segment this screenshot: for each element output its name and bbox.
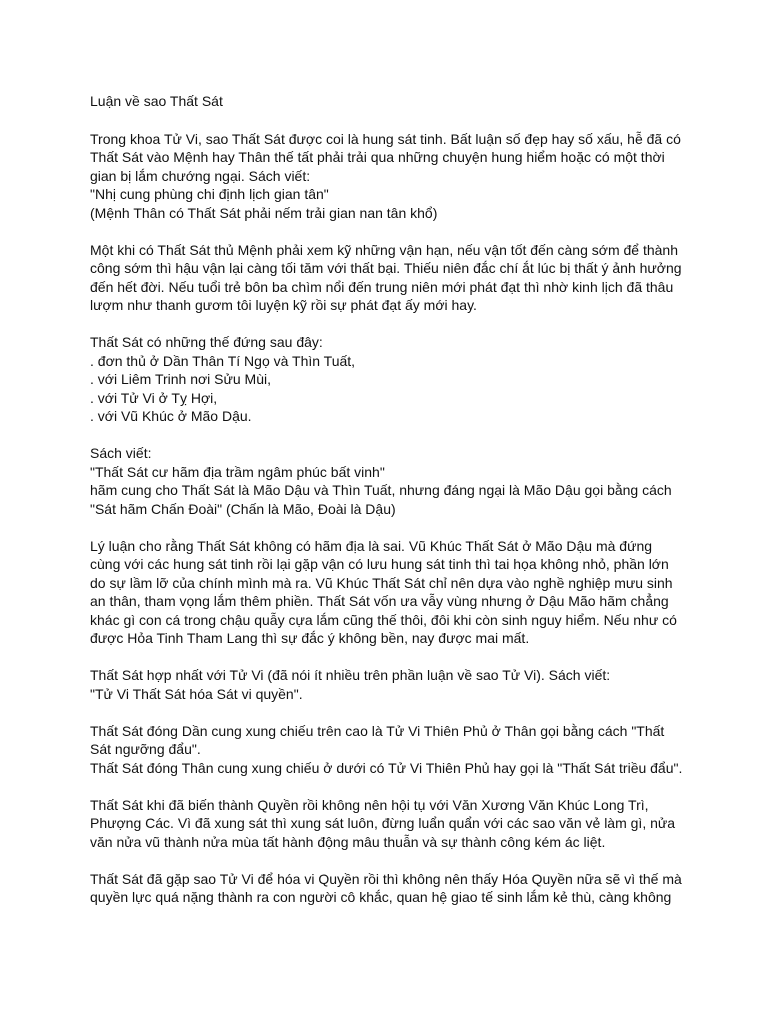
text-line: "Tử Vi Thất Sát hóa Sát vi quyền". xyxy=(90,685,303,702)
text-line: quyền lực quá nặng thành ra con người cô khắc, quan hệ giao tế sinh lắm kẻ thù, càng không xyxy=(90,889,672,905)
text-line: (Mệnh Thân có Thất Sát phải nếm trải gian nan tân khổ) xyxy=(90,204,438,221)
text-line: Thất Sát đóng Dần cung xung chiếu trên cao là Tử Vi Thiên Phủ ở Thân gọi bằng cách "Thất xyxy=(90,722,665,739)
list-item: . với Vũ Khúc ở Mão Dậu. xyxy=(90,408,252,424)
document-title: Luận về sao Thất Sát xyxy=(90,93,223,109)
list-item: . với Tử Vi ở Tỵ Hợi, xyxy=(90,389,218,406)
paragraph-hoa-quyen xyxy=(90,870,690,907)
text-line: cùng với các hung sát tinh rồi lại gặp vận có lưu hung sát tinh thì tai họa không nhỏ, phần lớn xyxy=(90,556,669,572)
paragraph-tu-vi xyxy=(90,666,690,703)
text-line: văn nửa vũ thành nửa mùa tất hành động mâu thuẫn và sự thành công kém ác liệt. xyxy=(90,833,606,850)
text-line: Một khi có Thất Sát thủ Mệnh phải xem kỹ những vận hạn, nếu vận tốt đến càng sớm để thành xyxy=(90,241,678,258)
text-line: gian bị lắm chướng ngại. Sách viết: xyxy=(90,167,311,184)
text-line: công sớm thì hậu vận lại càng tối tăm với thất bại. Thiếu niên đắc chí ắt lúc bị thất ý ảnh hưởng xyxy=(90,260,682,276)
text-line: Thất Sát đã gặp sao Tử Vi để hóa vi Quyền rồi thì không nên thấy Hóa Quyền nữa sẽ vì thế mà xyxy=(90,870,682,887)
text-line: Sách viết: xyxy=(90,445,152,461)
paragraph-dan-than xyxy=(90,722,690,778)
text-line: Trong khoa Tử Vi, sao Thất Sát được coi là hung sát tinh. Bất luận số đẹp hay số xấu, hễ đã có xyxy=(90,130,681,147)
text-line: an thân, tham vọng lắm thêm phiền. Thất Sát vốn ưa vẫy vùng nhưng ở Dậu Mão hãm chẳng xyxy=(90,593,669,609)
text-line: "Nhị cung phùng chi định lịch gian tân" xyxy=(90,186,329,202)
text-line: Thất Sát khi đã biến thành Quyền rồi không nên hội tụ với Văn Xương Văn Khúc Long Trì, xyxy=(90,796,649,813)
text-line: Phượng Các. Vì đã xung sát thì xung sát luôn, đừng luẩn quẩn với các sao văn vẻ làm gì, nửa xyxy=(90,815,676,831)
text-line: đến hết đời. Nếu tuổi trẻ bôn ba chìm nổi đến trung niên mới phát đạt thì nhờ kinh lịch đã thâu xyxy=(90,278,674,295)
paragraph-positions xyxy=(90,333,690,426)
text-line: Thất Sát đóng Thân cung xung chiếu ở dưới có Tử Vi Thiên Phủ hay gọi là "Thất Sát triều đẩu". xyxy=(90,759,683,776)
list-item: . đơn thủ ở Dần Thân Tí Ngọ và Thìn Tuất, xyxy=(90,352,356,369)
text-line: do sự lầm lỡ của chính mình mà ra. Vũ Khúc Thất Sát chỉ nên dựa vào nghề nghiệp mưu sinh xyxy=(90,574,673,591)
document-page xyxy=(90,92,690,925)
text-line: khác gì con cá trong chậu quẫy cựa lắm cũng thế thôi, đôi khi còn sinh nguy hiểm. Nếu như có xyxy=(90,611,677,628)
text-line: hãm cung cho Thất Sát là Mão Dậu và Thìn Tuất, nhưng đáng ngại là Mão Dậu gọi bằng cách xyxy=(90,482,672,498)
text-line: Thất Sát có những thế đứng sau đây: xyxy=(90,334,323,350)
paragraph-theory xyxy=(90,537,690,648)
paragraph-quote-ham-dia xyxy=(90,444,690,518)
text-line: Sát ngưỡng đẩu". xyxy=(90,741,201,757)
paragraph-intro xyxy=(90,130,690,223)
text-line: lượm như thanh gươm tôi luyện kỹ rồi sự phát đạt ấy mới hay. xyxy=(90,297,477,313)
text-line: "Sát hãm Chấn Đoài" (Chấn là Mão, Đoài là Dậu) xyxy=(90,500,396,517)
text-line: Lý luận cho rằng Thất Sát không có hãm địa là sai. Vũ Khúc Thất Sát ở Mão Dậu mà đứng xyxy=(90,537,653,554)
text-line: Thất Sát hợp nhất với Tử Vi (đã nói ít nhiều trên phần luận về sao Tử Vi). Sách viết: xyxy=(90,667,611,683)
text-line: "Thất Sát cư hãm địa trầm ngâm phúc bất vinh" xyxy=(90,463,385,480)
list-item: . với Liêm Trinh nơi Sửu Mùi, xyxy=(90,371,272,387)
paragraph-fate xyxy=(90,241,690,315)
text-line: Thất Sát vào Mệnh hay Thân thế tất phải trải qua những chuyện hung hiểm hoặc có một thời xyxy=(90,149,665,165)
paragraph-quyen xyxy=(90,796,690,852)
text-line: được Hỏa Tinh Tham Lang thì sự đắc ý không bền, nay được mai mất. xyxy=(90,630,530,646)
